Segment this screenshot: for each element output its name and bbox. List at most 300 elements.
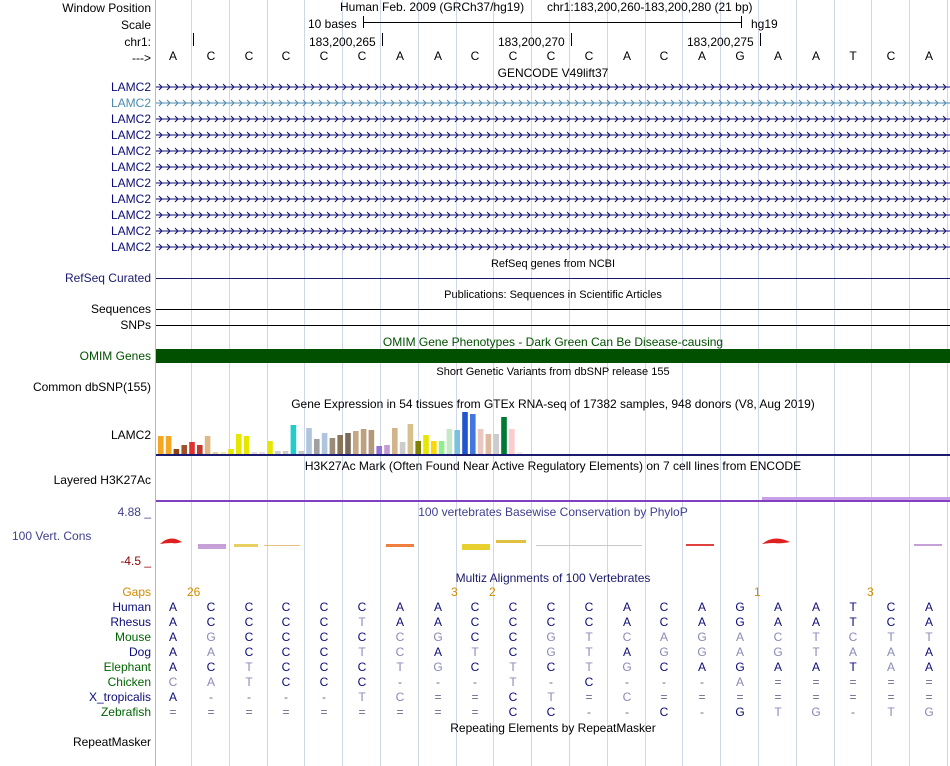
alignment-base: G: [433, 630, 443, 644]
gtex-bar[interactable]: [330, 438, 336, 454]
species-label[interactable]: Elephant: [103, 660, 151, 674]
alignment-base: C: [319, 630, 329, 644]
gtex-bar[interactable]: [205, 436, 211, 454]
alignment-base: =: [887, 675, 895, 689]
alignment-base: =: [812, 675, 820, 689]
coord-2: 183,200,270: [498, 35, 565, 49]
alignment-base: -: [625, 675, 629, 689]
alignment-base: T: [887, 705, 895, 719]
alignment-base: C: [508, 645, 518, 659]
gtex-bar[interactable]: [447, 429, 453, 454]
gencode-gene-label[interactable]: LAMC2: [110, 224, 151, 238]
h3k27ac-title: H3K27Ac Mark (Often Found Near Active Regulatory Elements) on 7 cell lines from ENCODE: [304, 459, 802, 473]
species-label[interactable]: Dog: [128, 645, 151, 659]
ruler-base: C: [281, 49, 291, 63]
alignment-base: A: [924, 660, 933, 674]
alignment-base: A: [924, 645, 933, 659]
ruler-base: C: [546, 49, 556, 63]
alignment-base: A: [206, 645, 215, 659]
cons-blip-2: [234, 544, 258, 547]
gtex-bar[interactable]: [376, 446, 382, 454]
gencode-gene-label[interactable]: LAMC2: [110, 208, 151, 222]
alignment-base: C: [244, 615, 254, 629]
gencode-gene-label[interactable]: LAMC2: [110, 192, 151, 206]
alignment-base: C: [546, 660, 556, 674]
gencode-gene-label[interactable]: LAMC2: [110, 160, 151, 174]
gtex-bar[interactable]: [337, 435, 343, 454]
gtex-bar[interactable]: [415, 441, 421, 454]
publications-track[interactable]: [156, 309, 950, 310]
gtex-bar[interactable]: [478, 429, 484, 454]
gtex-title: Gene Expression in 54 tissues from GTEx RNA-seq of 17382 samples, 948 donors (V8, Aug 2019): [291, 397, 815, 411]
multiz-title: Multiz Alignments of 100 Vertebrates: [455, 571, 651, 585]
alignment-base: T: [585, 660, 593, 674]
gtex-bar[interactable]: [189, 442, 195, 454]
h3k27ac-track[interactable]: [156, 500, 950, 502]
alignment-base: -: [549, 675, 553, 689]
alignment-base: A: [735, 645, 744, 659]
alignment-base: C: [206, 615, 216, 629]
scale-text: 10 bases: [308, 17, 357, 31]
alignment-base: T: [887, 630, 895, 644]
species-label[interactable]: X_tropicalis: [88, 690, 151, 704]
alignment-base: A: [773, 600, 782, 614]
dbsnp-title: Short Genetic Variants from dbSNP release 155: [436, 366, 670, 378]
ruler-base: A: [773, 49, 782, 63]
alignment-base: A: [168, 615, 177, 629]
gtex-bar[interactable]: [486, 434, 492, 454]
gencode-track[interactable]: [156, 78, 950, 268]
h3k27ac-signal: [762, 497, 950, 500]
ruler-base: A: [433, 49, 442, 63]
ruler-base: A: [697, 49, 706, 63]
alignment-base: =: [320, 705, 328, 719]
ruler-base: C: [319, 49, 329, 63]
alignment-base: A: [924, 615, 933, 629]
ruler-base: C: [357, 49, 367, 63]
gtex-bar[interactable]: [306, 428, 312, 454]
scale-bar: [363, 22, 741, 23]
alignment-base: A: [811, 600, 820, 614]
alignment-base: C: [584, 615, 594, 629]
alignment-base: C: [319, 660, 329, 674]
ruler-tick-1: [382, 33, 383, 46]
alignment-base: T: [396, 660, 404, 674]
alignment-base: G: [735, 660, 745, 674]
species-label[interactable]: Chicken: [107, 675, 151, 689]
gap-count: 26: [187, 585, 201, 599]
alignment-base: C: [395, 645, 405, 659]
alignment-base: A: [168, 645, 177, 659]
repeatmasker-label[interactable]: RepeatMasker: [72, 735, 151, 749]
alignment-base: C: [168, 675, 178, 689]
gtex-bar[interactable]: [197, 445, 203, 454]
gap-count: 3: [451, 585, 458, 599]
cons-ymax: 4.88 _: [117, 505, 151, 519]
alignment-base: C: [659, 660, 669, 674]
alignment-base: -: [662, 675, 666, 689]
alignment-base: =: [925, 675, 933, 689]
ruler-tick-0: [193, 33, 194, 46]
scale-db: hg19: [751, 17, 778, 31]
alignment-base: G: [697, 630, 707, 644]
alignment-base: =: [358, 705, 366, 719]
alignment-base: G: [659, 645, 669, 659]
alignment-base: C: [848, 630, 858, 644]
alignment-base: C: [622, 630, 632, 644]
gencode-gene-label[interactable]: LAMC2: [110, 176, 151, 190]
alignment-base: =: [434, 690, 442, 704]
alignment-base: C: [659, 705, 669, 719]
alignment-base: T: [509, 675, 517, 689]
gtex-bar[interactable]: [509, 429, 515, 454]
alignment-base: A: [735, 630, 744, 644]
gtex-bar[interactable]: [244, 436, 250, 454]
ruler-base: C: [206, 49, 216, 63]
alignment-base: C: [584, 600, 594, 614]
alignment-base: =: [585, 690, 593, 704]
gtex-bar[interactable]: [369, 430, 375, 454]
alignment-base: A: [886, 660, 895, 674]
omim-label[interactable]: OMIM Genes: [79, 349, 151, 363]
alignment-base: C: [470, 600, 480, 614]
alignment-base: A: [697, 600, 706, 614]
gtex-bar[interactable]: [392, 428, 398, 454]
alignment-base: =: [282, 705, 290, 719]
gtex-bar[interactable]: [423, 435, 429, 454]
alignment-base: C: [357, 660, 367, 674]
alignment-base: C: [357, 600, 367, 614]
alignment-base: G: [546, 630, 556, 644]
gtex-bar[interactable]: [400, 442, 406, 454]
alignment-base: T: [509, 660, 517, 674]
gtex-bar[interactable]: [431, 441, 437, 454]
alignment-base: T: [358, 645, 366, 659]
alignment-base: -: [851, 705, 855, 719]
alignment-base: A: [622, 600, 631, 614]
alignment-base: C: [508, 630, 518, 644]
cons-blip-5: [462, 544, 490, 550]
alignment-base: T: [812, 645, 820, 659]
dbsnp-label[interactable]: Common dbSNP(155): [32, 380, 151, 394]
alignment-base: C: [395, 690, 405, 704]
alignment-base: A: [622, 645, 631, 659]
omim-bar[interactable]: [156, 349, 950, 363]
alignment-base: T: [245, 675, 253, 689]
ruler-position: chr1:183,200,260-183,200,280 (21 bp): [547, 0, 753, 14]
ruler-base: A: [924, 49, 933, 63]
alignment-base: =: [660, 690, 668, 704]
alignment-base: =: [812, 690, 820, 704]
alignment-base: =: [736, 690, 744, 704]
cons-label[interactable]: 100 Vert. Cons: [12, 529, 92, 543]
cons-blip-1: [198, 544, 226, 549]
gtex-bar[interactable]: [267, 441, 273, 454]
alignment-base: -: [473, 675, 477, 689]
ruler-tick-3: [760, 33, 761, 46]
alignment-base: A: [697, 615, 706, 629]
gtex-bar[interactable]: [454, 430, 460, 454]
cons-ymin: -4.5 _: [120, 554, 151, 568]
alignment-base: C: [244, 600, 254, 614]
snps-track[interactable]: [156, 325, 950, 326]
alignment-base: C: [508, 705, 518, 719]
alignment-base: A: [773, 660, 782, 674]
alignment-base: C: [508, 690, 518, 704]
alignment-base: =: [849, 690, 857, 704]
gaps-label[interactable]: Gaps: [122, 585, 151, 599]
alignment-base: G: [735, 705, 745, 719]
cons-title: 100 vertebrates Basewise Conservation by PhyloP: [418, 505, 688, 519]
alignment-base: C: [319, 615, 329, 629]
gtex-bar[interactable]: [353, 431, 359, 454]
alignment-base: C: [281, 600, 291, 614]
cons-blip-7: [536, 545, 642, 546]
alignment-base: G: [622, 660, 632, 674]
alignment-base: C: [470, 630, 480, 644]
gencode-gene-label[interactable]: LAMC2: [110, 80, 151, 94]
gtex-bar[interactable]: [158, 436, 164, 454]
alignment-base: C: [244, 630, 254, 644]
gtex-bar[interactable]: [314, 439, 320, 454]
alignment-base: T: [585, 630, 593, 644]
track-label-column: [0, 0, 155, 766]
alignment-base: =: [698, 690, 706, 704]
refseq-track[interactable]: [156, 278, 950, 279]
alignment-base: C: [244, 645, 254, 659]
gtex-bar[interactable]: [291, 425, 297, 454]
alignment-base: A: [206, 675, 215, 689]
ruler-base: C: [886, 49, 896, 63]
alignment-base: T: [358, 690, 366, 704]
gtex-baseline: [156, 454, 950, 456]
alignment-base: C: [357, 630, 367, 644]
alignment-base: =: [396, 705, 404, 719]
alignment-base: =: [471, 705, 479, 719]
ruler-base: A: [168, 49, 177, 63]
ruler-base: C: [584, 49, 594, 63]
alignment-base: A: [395, 600, 404, 614]
alignment-base: C: [508, 600, 518, 614]
ruler-base: C: [508, 49, 518, 63]
snps-label[interactable]: SNPs: [120, 318, 151, 332]
scale-label[interactable]: Scale: [120, 18, 151, 32]
alignment-base: -: [700, 705, 704, 719]
alignment-base: C: [281, 660, 291, 674]
alignment-base: =: [849, 675, 857, 689]
alignment-base: C: [206, 660, 216, 674]
alignment-base: C: [773, 630, 783, 644]
alignment-base: A: [395, 615, 404, 629]
alignment-base: A: [811, 615, 820, 629]
gencode-gene-label[interactable]: LAMC2: [110, 112, 151, 126]
alignment-base: =: [774, 675, 782, 689]
gtex-bar[interactable]: [501, 417, 507, 454]
alignment-base: -: [322, 690, 326, 704]
alignment-base: C: [395, 630, 405, 644]
track-area[interactable]: [156, 0, 950, 766]
repeatmasker-title: Repeating Elements by RepeatMasker: [450, 721, 656, 735]
alignment-base: =: [207, 705, 215, 719]
ruler-base: G: [735, 49, 745, 63]
alignment-base: C: [319, 645, 329, 659]
alignment-base: C: [470, 660, 480, 674]
alignment-base: T: [812, 630, 820, 644]
cons-peak-1: [160, 538, 182, 544]
alignment-base: A: [622, 615, 631, 629]
alignment-base: G: [773, 645, 783, 659]
alignment-base: A: [168, 630, 177, 644]
alignment-base: =: [774, 690, 782, 704]
alignment-base: =: [925, 690, 933, 704]
alignment-base: -: [436, 675, 440, 689]
gtex-bar[interactable]: [493, 434, 499, 454]
alignment-base: =: [169, 705, 177, 719]
cons-track[interactable]: [156, 532, 950, 556]
species-label[interactable]: Mouse: [114, 630, 151, 644]
ruler-base: T: [849, 49, 857, 63]
alignment-base: -: [209, 690, 213, 704]
gtex-bar[interactable]: [439, 441, 445, 454]
alignment-base: -: [247, 690, 251, 704]
alignment-base: T: [849, 615, 857, 629]
species-label[interactable]: Human: [112, 600, 151, 614]
ruler-base: A: [622, 49, 631, 63]
alignment-base: G: [206, 630, 216, 644]
alignment-base: -: [625, 705, 629, 719]
refseq-title: RefSeq genes from NCBI: [490, 258, 616, 270]
gencode-gene-label[interactable]: LAMC2: [110, 240, 151, 254]
cons-blip-8: [686, 544, 714, 546]
alignment-base: G: [811, 705, 821, 719]
ruler-base: A: [811, 49, 820, 63]
alignment-base: A: [168, 660, 177, 674]
alignment-base: C: [281, 615, 291, 629]
alignment-base: A: [168, 690, 177, 704]
alignment-base: T: [925, 630, 933, 644]
alignment-base: G: [735, 600, 745, 614]
alignment-base: G: [433, 660, 443, 674]
alignment-base: C: [546, 600, 556, 614]
window-position-label[interactable]: Window Position: [62, 1, 151, 15]
chr-label[interactable]: chr1:: [124, 35, 151, 49]
gap-count: 2: [489, 585, 496, 599]
gtex-bar[interactable]: [462, 412, 468, 454]
alignment-base: -: [284, 690, 288, 704]
cons-blip-3: [264, 545, 300, 546]
alignment-base: C: [546, 705, 556, 719]
ruler-tick-2: [571, 33, 572, 46]
ruler-base: C: [659, 49, 669, 63]
strand-label[interactable]: --->: [132, 51, 151, 65]
species-label[interactable]: Rhesus: [110, 615, 151, 629]
alignment-base: A: [811, 660, 820, 674]
cons-blip-6: [496, 540, 526, 543]
coord-3: 183,200,275: [687, 35, 754, 49]
gtex-bar[interactable]: [345, 433, 351, 454]
ruler-base: A: [395, 49, 404, 63]
gtex-bar[interactable]: [470, 414, 476, 454]
gtex-bar[interactable]: [236, 434, 242, 454]
alignment-base: C: [470, 615, 480, 629]
gencode-gene-label[interactable]: LAMC2: [110, 144, 151, 158]
alignment-base: =: [245, 705, 253, 719]
alignment-base: C: [206, 600, 216, 614]
gap-count: 1: [754, 585, 761, 599]
cons-peak-2: [762, 538, 790, 544]
alignment-base: T: [547, 690, 555, 704]
ruler-assembly: Human Feb. 2009 (GRCh37/hg19): [340, 0, 525, 14]
gencode-gene-label[interactable]: LAMC2: [110, 96, 151, 110]
scale-right-tick: [741, 16, 742, 28]
species-label[interactable]: Zebrafish: [100, 705, 151, 719]
gtex-bar[interactable]: [166, 436, 172, 454]
alignment-base: T: [358, 615, 366, 629]
alignment-base: C: [281, 675, 291, 689]
alignment-base: A: [659, 630, 668, 644]
alignment-base: T: [774, 705, 782, 719]
alignment-base: =: [887, 690, 895, 704]
alignment-base: A: [886, 645, 895, 659]
alignment-base: G: [546, 645, 556, 659]
refseq-label[interactable]: RefSeq Curated: [64, 271, 151, 285]
alignment-base: A: [848, 645, 857, 659]
gtex-bar[interactable]: [181, 445, 187, 454]
alignment-base: A: [433, 645, 442, 659]
alignment-base: C: [319, 600, 329, 614]
cons-blip-9: [914, 544, 942, 546]
gtex-track[interactable]: [156, 412, 950, 456]
alignment-base: T: [849, 600, 857, 614]
gtex-bar[interactable]: [384, 445, 390, 454]
alignment-base: =: [434, 705, 442, 719]
alignment-base: C: [659, 600, 669, 614]
alignment-base: A: [924, 600, 933, 614]
cons-blip-4: [386, 544, 414, 547]
alignment-base: -: [398, 675, 402, 689]
alignment-base: A: [735, 675, 744, 689]
alignment-base: C: [622, 690, 632, 704]
gencode-gene-label[interactable]: LAMC2: [110, 128, 151, 142]
h3k27ac-label[interactable]: Layered H3K27Ac: [53, 473, 151, 487]
publications-title: Publications: Sequences in Scientific Articles: [444, 289, 662, 301]
omim-title: OMIM Gene Phenotypes - Dark Green Can Be Disease-causing: [382, 335, 724, 349]
publications-label[interactable]: Sequences: [90, 302, 151, 316]
alignment-base: T: [471, 645, 479, 659]
alignment-base: A: [168, 600, 177, 614]
alignment-base: C: [886, 615, 896, 629]
alignment-base: C: [319, 675, 329, 689]
alignment-base: G: [697, 645, 707, 659]
alignment-base: A: [433, 615, 442, 629]
alignment-base: C: [281, 645, 291, 659]
gtex-bar[interactable]: [361, 429, 367, 454]
alignment-base: A: [697, 660, 706, 674]
alignment-base: G: [735, 615, 745, 629]
gtex-label[interactable]: LAMC2: [110, 428, 151, 442]
ruler-base: C: [470, 49, 480, 63]
alignment-base: -: [700, 675, 704, 689]
alignment-base: T: [849, 660, 857, 674]
gtex-bar[interactable]: [322, 433, 328, 454]
alignment-base: C: [357, 675, 367, 689]
alignment-base: A: [433, 600, 442, 614]
alignment-base: A: [773, 615, 782, 629]
coord-1: 183,200,265: [309, 35, 376, 49]
alignment-base: =: [471, 690, 479, 704]
alignment-base: T: [585, 645, 593, 659]
gtex-bar[interactable]: [408, 424, 414, 454]
